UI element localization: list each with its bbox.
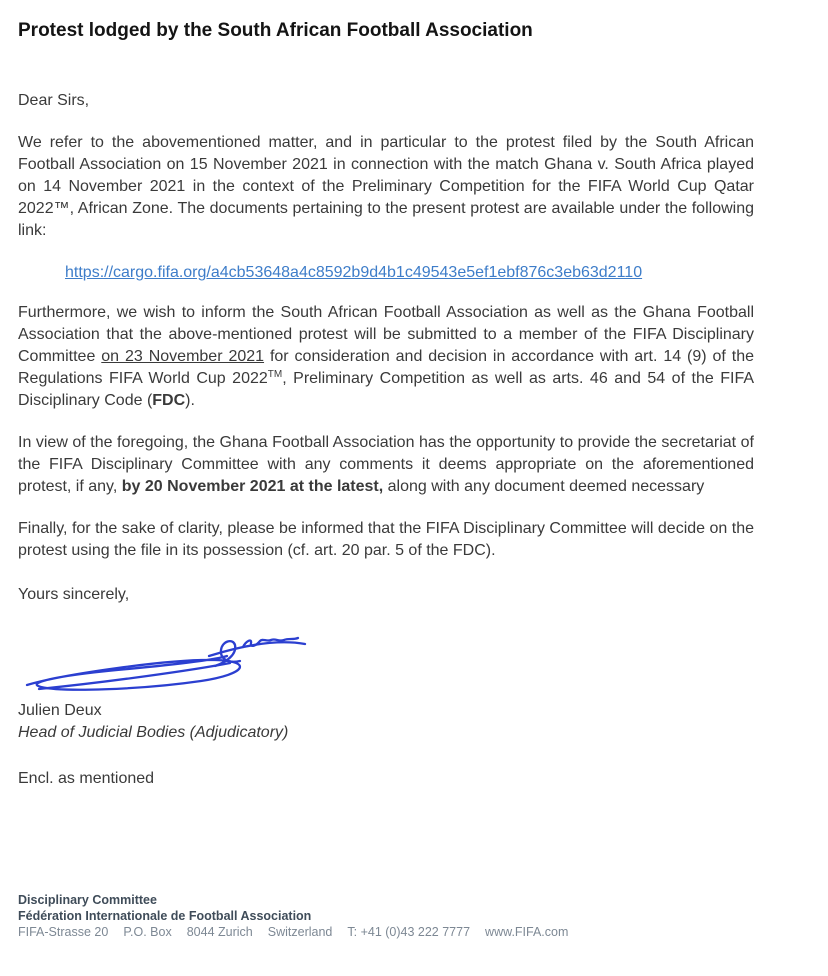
enclosure-note: Encl. as mentioned — [18, 770, 155, 787]
footer-address-item: www.FIFA.com — [485, 925, 569, 939]
signatory-name: Julien Deux — [18, 702, 102, 719]
cargo-document-link[interactable]: https://cargo.fifa.org/a4cb53648a4c8592b9d4b1c49543e5ef1ebf876c3eb63d2110 — [65, 264, 643, 281]
valediction: Yours sincerely, — [18, 586, 130, 603]
paragraph-clarity: Finally, for the sake of clarity, please be informed that the FIFA Disciplinary Committee will decide on the protest using the file in its possession (cf. art. 20 par. 5 of the FDC). — [18, 520, 754, 559]
footer-organization: Fédération Internationale de Football Association — [18, 908, 312, 923]
paragraph-submission: Furthermore, we wish to inform the South African Football Association as well as the Ghana Football Association that the above-mentioned protest will be submitted to a member of the FIFA Disciplinary Committee on 23 November 2021 for consideration and decision in accordance with art. 14 (9) of the Regulations FIFA World Cup 2022™, Preliminary Competition as well as arts. 46 and 54 of the FIFA Disciplinary Code (FDC). — [18, 304, 755, 409]
letter-footer — [18, 893, 754, 941]
footer-department: Disciplinary Committee — [18, 893, 157, 907]
footer-address-item: FIFA-Strasse 20 — [18, 925, 109, 939]
paragraph-intro: We refer to the abovementioned matter, and in particular to the protest filed by the South African Football Association on 15 November 2021 in connection with the match Ghana v. South Africa played on 14 November 2021 in the context of the Preliminary Competition for the FIFA World Cup Qatar 2022™, African Zone. The documents pertaining to the present protest are available under the following link: — [18, 134, 754, 239]
footer-address-item: Switzerland — [267, 925, 333, 939]
footer-address-item: 8044 Zurich — [186, 925, 253, 939]
salutation: Dear Sirs, — [18, 92, 90, 109]
signatory-role: Head of Judicial Bodies (Adjudicatory) — [18, 724, 289, 741]
paragraph-comments: In view of the foregoing, the Ghana Football Association has the opportunity to provide the secretariat of the FIFA Disciplinary Committee with any comments it deems appropriate on the aforementioned protest, if any, by 20 November 2021 at the latest, along with any document deemed necessary — [18, 434, 754, 495]
letter-subject: Protest lodged by the South African Football Association — [18, 20, 533, 41]
signature-image — [18, 630, 310, 700]
footer-address-item: P.O. Box — [123, 925, 172, 939]
document-link-line — [18, 262, 754, 284]
footer-address — [18, 925, 754, 941]
footer-address-item: T: +41 (0)43 222 7777 — [347, 925, 471, 939]
